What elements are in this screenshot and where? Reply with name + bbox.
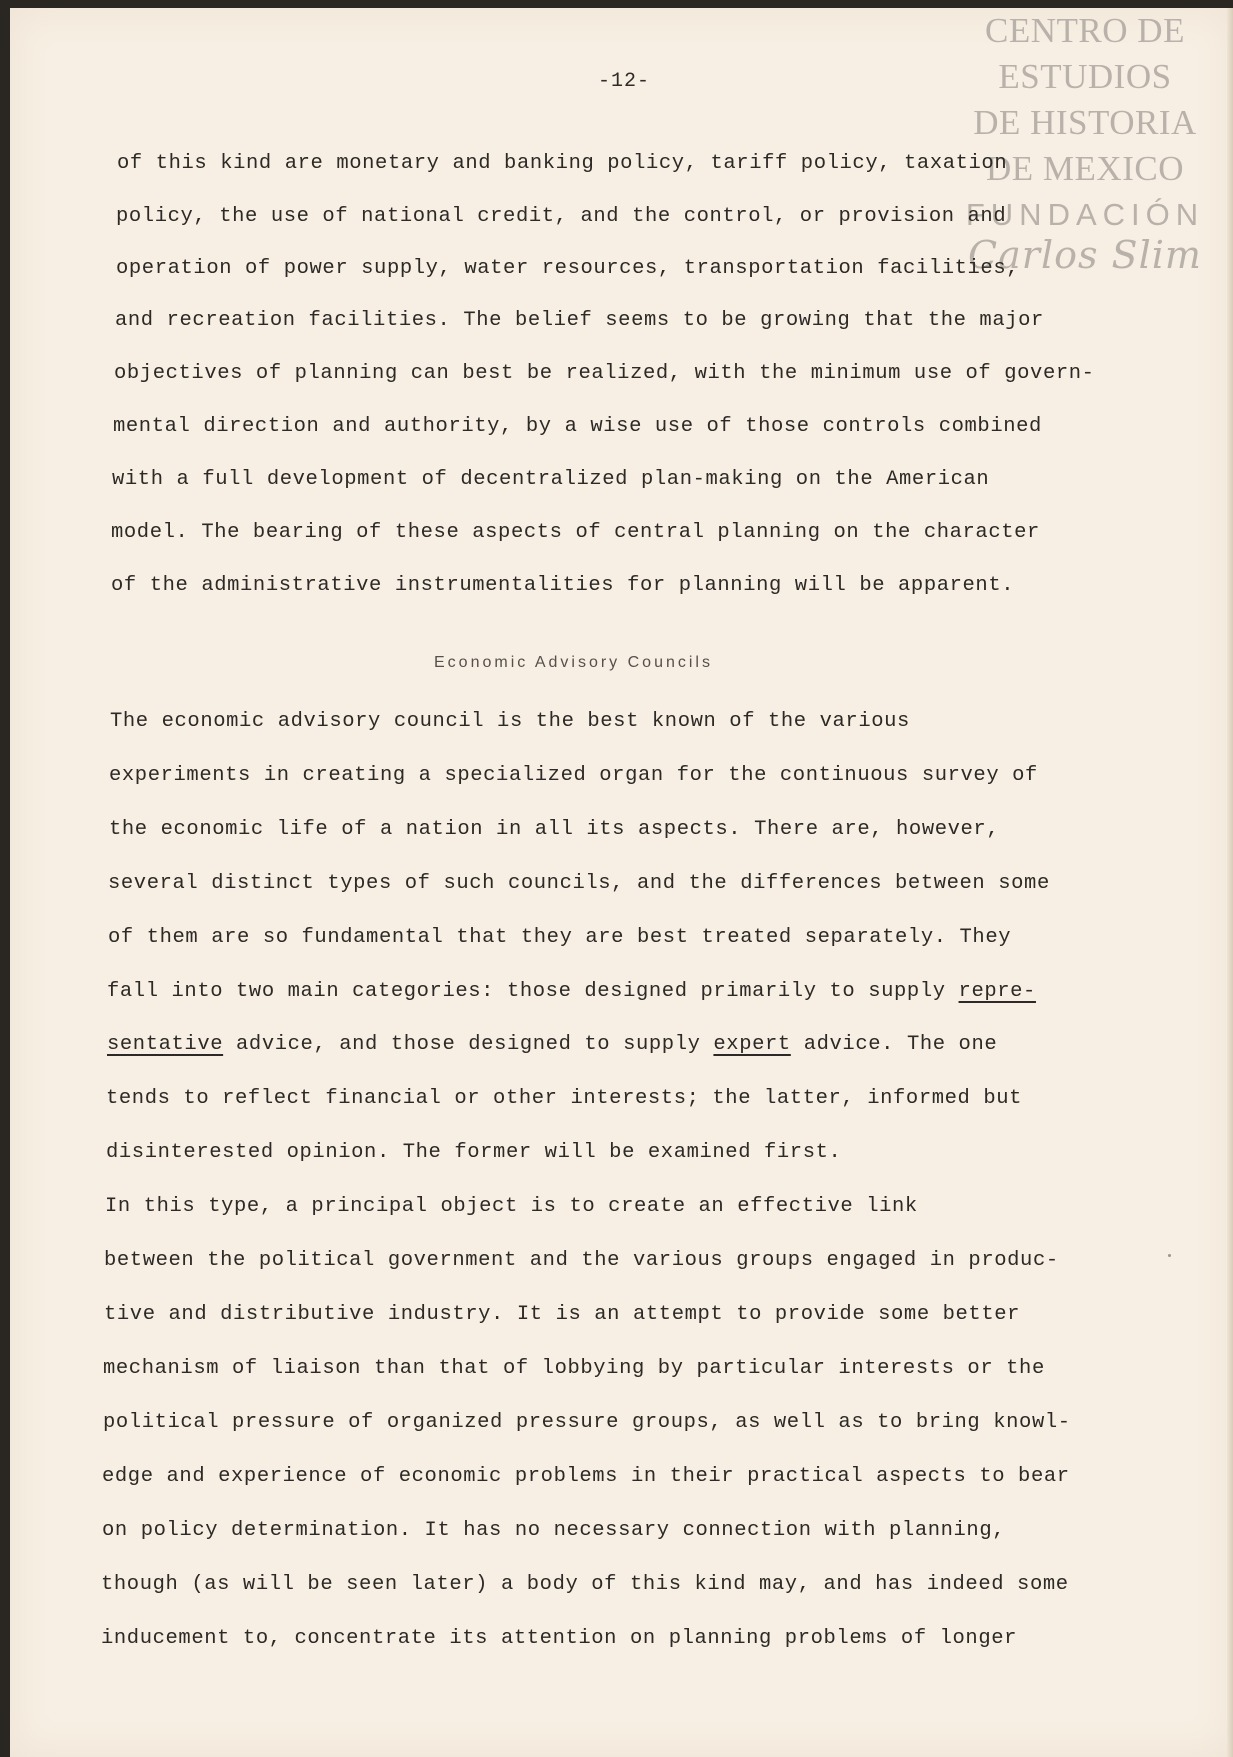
text-line: tends to reflect financial or other interests; the latter, informed but [106, 1087, 1023, 1110]
watermark-line: ESTUDIOS [998, 57, 1172, 96]
text-line: several distinct types of such councils, and the differences between some [108, 872, 1050, 895]
text-line: and recreation facilities. The belief seems to be growing that the major [115, 309, 1044, 332]
text-line: between the political government and the various groups engaged in produc- [104, 1249, 1059, 1272]
underlined-word: repre- [958, 980, 1036, 1003]
text-line: operation of power supply, water resources, transportation facilities, [116, 257, 1020, 280]
text-line: edge and experience of economic problems in their practical aspects to bear [102, 1465, 1070, 1488]
watermark-fundacion: FUNDACIÓN [965, 197, 1205, 232]
text-line: objectives of planning can best be realized, with the minimum use of govern- [114, 362, 1095, 385]
text-line [107, 980, 1036, 1003]
text-line: though (as will be seen later) a body of this kind may, and has indeed some [101, 1573, 1069, 1596]
watermark-line: DE HISTORIA [973, 103, 1197, 142]
text-line: mechanism of liaison than that of lobbying by particular interests or the [103, 1357, 1045, 1380]
text-line: mental direction and authority, by a wise use of those controls combined [113, 415, 1042, 438]
text-line: model. The bearing of these aspects of central planning on the character [111, 521, 1040, 544]
text-line: political pressure of organized pressure groups, as well as to bring knowl- [103, 1411, 1071, 1434]
text-line: the economic life of a nation in all its aspects. There are, however, [109, 818, 1000, 841]
text-line: policy, the use of national credit, and the control, or provision and [116, 205, 1007, 228]
underlined-word: expert [713, 1033, 791, 1056]
text-line: of them are so fundamental that they are best treated separately. They [108, 926, 1012, 949]
text-line: inducement to, concentrate its attention on planning problems of longer [101, 1627, 1018, 1650]
text-line [107, 1033, 997, 1056]
watermark-line: DE MEXICO [986, 149, 1184, 188]
watermark-line: CENTRO DE [985, 11, 1185, 50]
archive-watermark [955, 8, 1215, 278]
text-segment: fall into two main categories: those designed primarily to supply [107, 980, 959, 1003]
text-line: The economic advisory council is the best known of the various [110, 710, 910, 733]
paper-speck [1168, 1254, 1171, 1257]
page-edge [1227, 8, 1233, 1757]
page-number: -12- [598, 70, 651, 93]
watermark-signature: Carlos Slim [968, 233, 1202, 277]
document-page [10, 8, 1233, 1757]
text-line: of the administrative instrumentalities for planning will be apparent. [111, 574, 1015, 597]
text-segment: advice. The one [790, 1033, 998, 1056]
text-segment: advice, and those designed to supply [223, 1033, 714, 1056]
underlined-word: sentative [107, 1033, 224, 1056]
text-line: disinterested opinion. The former will be examined first. [106, 1141, 842, 1164]
text-line: tive and distributive industry. It is an attempt to provide some better [104, 1303, 1021, 1326]
text-line: In this type, a principal object is to create an effective link [105, 1195, 918, 1218]
text-line: on policy determination. It has no necessary connection with planning, [102, 1519, 1006, 1542]
text-line: with a full development of decentralized plan-making on the American [112, 468, 990, 491]
text-line: of this kind are monetary and banking policy, tariff policy, taxation [117, 152, 1008, 175]
text-line: experiments in creating a specialized organ for the continuous survey of [109, 764, 1038, 787]
section-heading: Economic Advisory Councils [434, 654, 713, 671]
